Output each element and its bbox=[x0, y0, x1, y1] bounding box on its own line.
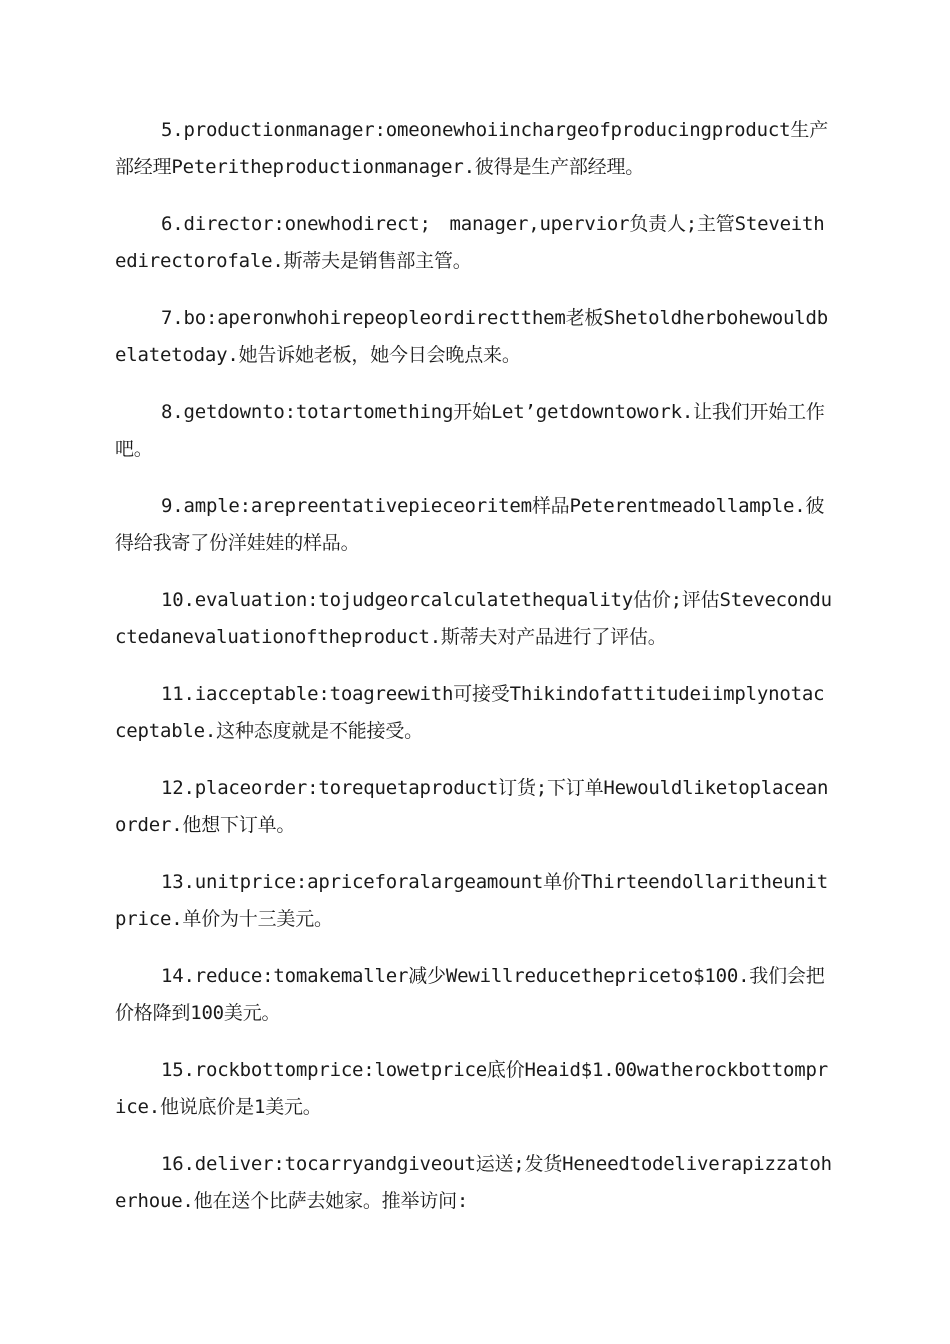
entry-definition: 10.evaluation:tojudgeorcalculatethequality估价;评估 bbox=[161, 589, 720, 611]
entry-example: 产部经理Peteritheproductionmanager.彼得是生产部经理。 bbox=[115, 119, 828, 178]
entry-example: Thikindofattitudeiimplynotacceptable.这种态度就是不能接受。 bbox=[115, 683, 825, 742]
entry-example: Steveconductedanevaluationoftheproduct.斯蒂夫对产品进行了评估。 bbox=[115, 589, 832, 648]
vocab-entry-7 bbox=[115, 300, 833, 374]
entry-definition: 16.deliver:tocarryandgiveout运送;发货 bbox=[161, 1153, 563, 1175]
entry-example: Thirteendollaritheunitprice.单价为十三美元。 bbox=[115, 871, 828, 930]
vocab-entry-11 bbox=[115, 676, 833, 750]
entry-definition: 11.iacceptable:toagreewith可接受 bbox=[161, 683, 510, 705]
vocab-entry-14 bbox=[115, 958, 833, 1032]
vocab-entry-12 bbox=[115, 770, 833, 844]
entry-definition: 8.getdownto:totartomething开始Let’getdowntowork.让我们开始 bbox=[161, 401, 788, 423]
vocabulary-list bbox=[115, 112, 833, 1240]
entry-example: Heaid$1.00watherockbottomprice.他说底价是1美元。 bbox=[115, 1059, 828, 1118]
vocab-entry-10 bbox=[115, 582, 833, 656]
vocab-entry-16 bbox=[115, 1146, 833, 1220]
entry-example: 把价格降到100美元。 bbox=[115, 965, 825, 1024]
vocab-entry-8 bbox=[115, 394, 833, 468]
entry-example: Heneedtodeliverapizzatoherhoue.他在送个比萨去她家。推举访问: bbox=[115, 1153, 832, 1212]
vocab-entry-9 bbox=[115, 488, 833, 562]
vocab-entry-5 bbox=[115, 112, 833, 186]
entry-definition: 14.reduce:tomakemaller减少Wewillreducethepriceto$100.我们会 bbox=[161, 965, 806, 987]
entry-definition: 7.bo:aperonwhohirepeopleordirectthem老板 bbox=[161, 307, 604, 329]
vocab-entry-6 bbox=[115, 206, 833, 280]
entry-definition: 12.placeorder:torequetaproduct订货;下订单 bbox=[161, 777, 604, 799]
entry-definition: 9.ample:arepreentativepieceoritem样品Peterentmeadollample. bbox=[161, 495, 806, 517]
entry-example: 工作吧。 bbox=[115, 401, 825, 460]
entry-definition: 15.rockbottomprice:lowetprice底价 bbox=[161, 1059, 525, 1081]
entry-definition: 5.productionmanager:omeonewhoiinchargeofproducingproduct生 bbox=[161, 119, 810, 141]
vocab-entry-13 bbox=[115, 864, 833, 938]
vocab-entry-15 bbox=[115, 1052, 833, 1126]
entry-definition: 6.director:onewhodirect; manager,upervior负责人;主管 bbox=[161, 213, 735, 235]
entry-example: 彼得给我寄了份洋娃娃的样品。 bbox=[115, 495, 825, 554]
entry-example: Shetoldherbohewouldbelatetoday.她告诉她老板，她今日会晚点来。 bbox=[115, 307, 828, 366]
entry-example: Hewouldliketoplaceanorder.他想下订单。 bbox=[115, 777, 829, 836]
entry-example: Steveithedirectorofale.斯蒂夫是销售部主管。 bbox=[115, 213, 825, 272]
entry-definition: 13.unitprice:apriceforalargeamount单价 bbox=[161, 871, 581, 893]
